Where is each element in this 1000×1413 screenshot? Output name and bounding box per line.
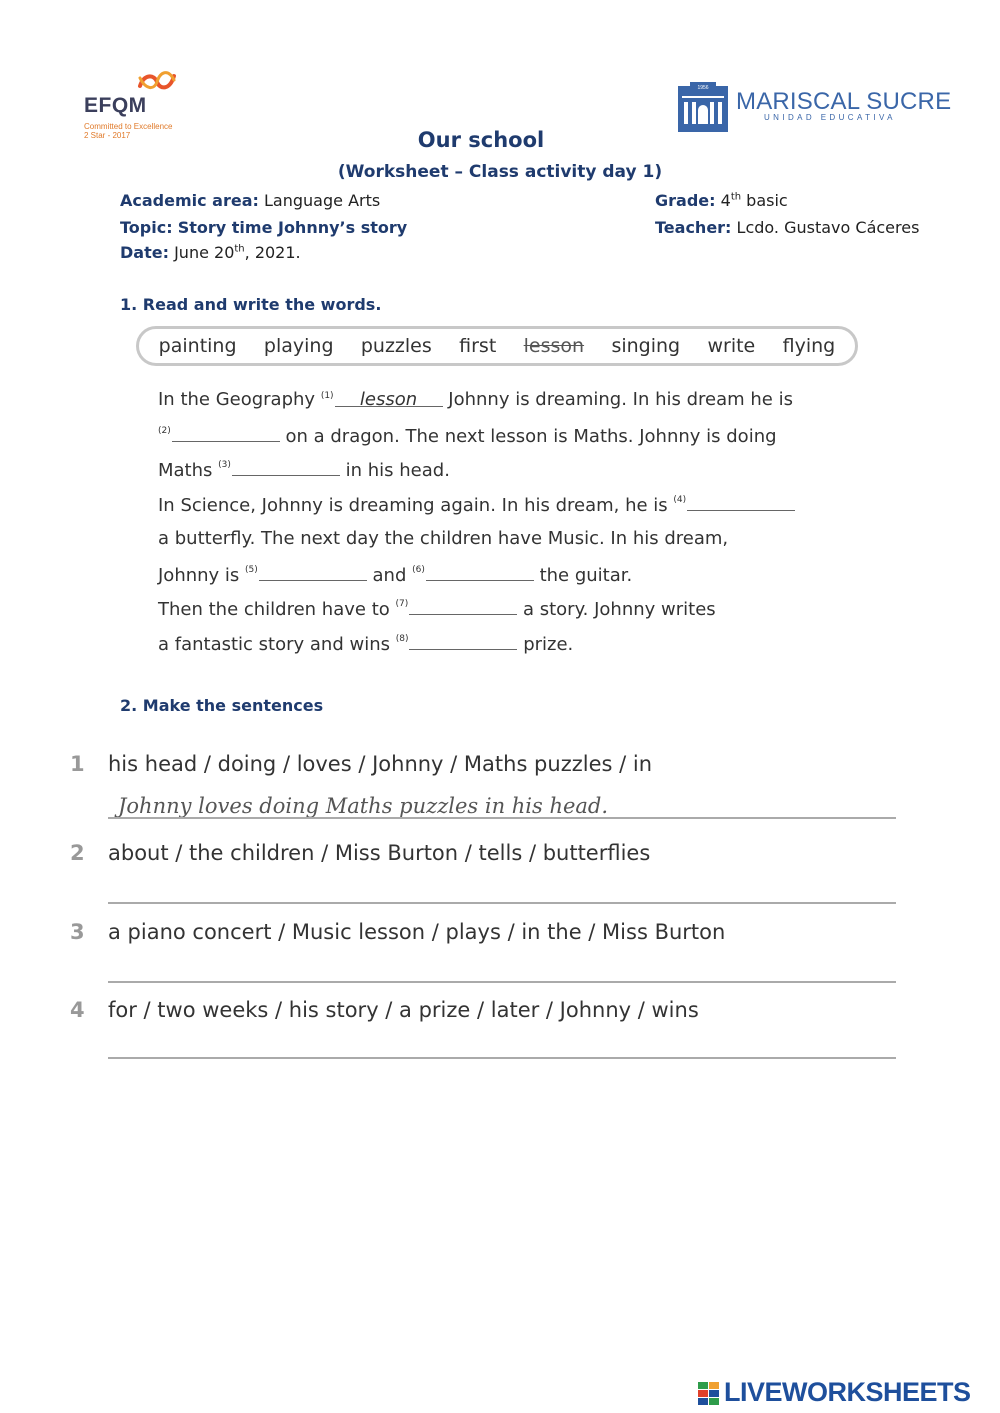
story-line <box>158 423 777 449</box>
date <box>120 243 301 262</box>
word-bank-item-used: lesson <box>523 335 585 357</box>
grade-suffix: th <box>730 191 742 203</box>
school-name: MARISCAL SUCRE <box>736 88 952 115</box>
sentence-prompt: about / the children / Miss Burton / tells / butterflies <box>108 841 651 865</box>
blank-number: (7) <box>395 599 409 609</box>
story-text: in his head. <box>339 460 450 481</box>
word-bank-item: singing <box>611 335 681 357</box>
story-text: Johnny is <box>158 565 246 586</box>
sentence-number: 4 <box>70 998 85 1022</box>
sentence-answer-input[interactable] <box>118 878 888 902</box>
sentence-answer-input[interactable]: Johnny loves doing Maths puzzles in his head. <box>118 794 609 818</box>
school-subtitle: UNIDAD EDUCATIVA <box>764 113 896 122</box>
liveworksheets-brand: LIVEWORKSHEETS <box>724 1377 971 1407</box>
teacher <box>655 218 919 237</box>
date-label: Date: <box>120 243 169 262</box>
word-bank-item: painting <box>158 335 237 357</box>
school-badge-year: 1956 <box>697 85 709 91</box>
story-text: prize. <box>517 634 574 655</box>
story-text: Johnny is dreaming. In his dream he is <box>442 389 793 410</box>
sentence-answer-input[interactable] <box>118 957 888 981</box>
blank-input-8[interactable] <box>409 631 517 650</box>
efqm-tagline-1: Committed to Excellence <box>84 122 173 131</box>
sentence-prompt: his head / doing / loves / Johnny / Maths puzzles / in <box>108 752 653 776</box>
story-line <box>158 527 728 551</box>
sentence-number: 1 <box>70 752 85 776</box>
sentence-number: 2 <box>70 841 85 865</box>
story-text: on a dragon. The next lesson is Maths. Johnny is doing <box>279 426 777 447</box>
blank-number: (1) <box>320 391 334 401</box>
story-line <box>158 562 632 588</box>
blank-number: (2) <box>158 426 171 436</box>
story-text: Maths <box>158 460 219 481</box>
story-line <box>158 492 795 518</box>
blank-number: (4) <box>673 495 687 505</box>
word-bank-item: flying <box>782 335 836 357</box>
story-line <box>158 457 450 483</box>
blank-input-2[interactable] <box>172 423 280 442</box>
teacher-label: Teacher: <box>655 218 732 237</box>
answer-line <box>108 1057 896 1059</box>
word-bank-item: first <box>459 335 497 357</box>
sentence-answer-input[interactable] <box>118 1033 888 1057</box>
grade-number: 4 <box>720 191 731 210</box>
story-text: a fantastic story and wins <box>158 634 396 655</box>
blank-input-3[interactable] <box>232 457 340 476</box>
section2-heading: 2. Make the sentences <box>120 696 324 715</box>
efqm-tagline-2: 2 Star - 2017 <box>84 131 131 140</box>
story-line <box>158 596 716 622</box>
page-subtitle: (Worksheet – Class activity day 1) <box>337 162 663 182</box>
blank-input-7[interactable] <box>409 596 517 615</box>
word-bank <box>136 326 858 366</box>
teacher-value: Lcdo. Gustavo Cáceres <box>736 218 920 237</box>
blank-input-6[interactable] <box>426 562 534 581</box>
blank-input-1[interactable]: lesson <box>335 388 443 407</box>
answer-line <box>108 902 896 904</box>
blank-number: (3) <box>218 460 231 470</box>
blank-number: (5) <box>245 565 258 575</box>
academic-area <box>120 191 380 210</box>
section1-heading: 1. Read and write the words. <box>120 295 382 314</box>
grade-value: basic <box>746 191 788 210</box>
story-text: In Science, Johnny is dreaming again. In his dream, he is <box>158 495 674 516</box>
blank-input-5[interactable] <box>259 562 367 581</box>
date-prefix: June 20 <box>174 243 235 262</box>
story-text: a butterfly. The next day the children have Music. In his dream, <box>158 528 729 549</box>
academic-area-value: Language Arts <box>264 191 381 210</box>
sentence-prompt: for / two weeks / his story / a prize / later / Johnny / wins <box>108 998 699 1022</box>
topic <box>120 218 407 237</box>
date-rest: , 2021. <box>244 243 301 262</box>
school-building-icon <box>676 80 730 134</box>
story-text: a story. Johnny writes <box>517 599 716 620</box>
blank-number: (8) <box>395 634 409 644</box>
academic-area-label: Academic area: <box>120 191 259 210</box>
liveworksheets-logo <box>698 1377 971 1408</box>
answer-line <box>108 817 896 819</box>
story-text: the guitar. <box>533 565 633 586</box>
grade <box>655 191 788 210</box>
blank-number: (6) <box>412 565 425 575</box>
grade-label: Grade: <box>655 191 716 210</box>
sentence-prompt: a piano concert / Music lesson / plays / in the / Miss Burton <box>108 920 726 944</box>
blank-input-4[interactable] <box>687 492 795 511</box>
efqm-infinity-icon <box>136 66 178 96</box>
topic-label: Topic: <box>120 218 173 237</box>
story-text: In the Geography <box>158 389 321 410</box>
date-suffix: th <box>234 243 245 255</box>
word-bank-item: puzzles <box>360 335 432 357</box>
story-line <box>158 631 573 657</box>
sentence-number: 3 <box>70 920 85 944</box>
story-text: and <box>366 565 413 586</box>
story-text: Then the children have to <box>158 599 396 620</box>
story-line <box>158 388 793 412</box>
page-title: Our school <box>417 128 545 152</box>
liveworksheets-blocks-icon <box>698 1382 720 1406</box>
answer-line <box>108 981 896 983</box>
efqm-name: EFQM <box>84 94 147 117</box>
word-bank-item: write <box>707 335 756 357</box>
word-bank-item: playing <box>263 335 334 357</box>
topic-value: Story time Johnny’s story <box>177 218 408 237</box>
